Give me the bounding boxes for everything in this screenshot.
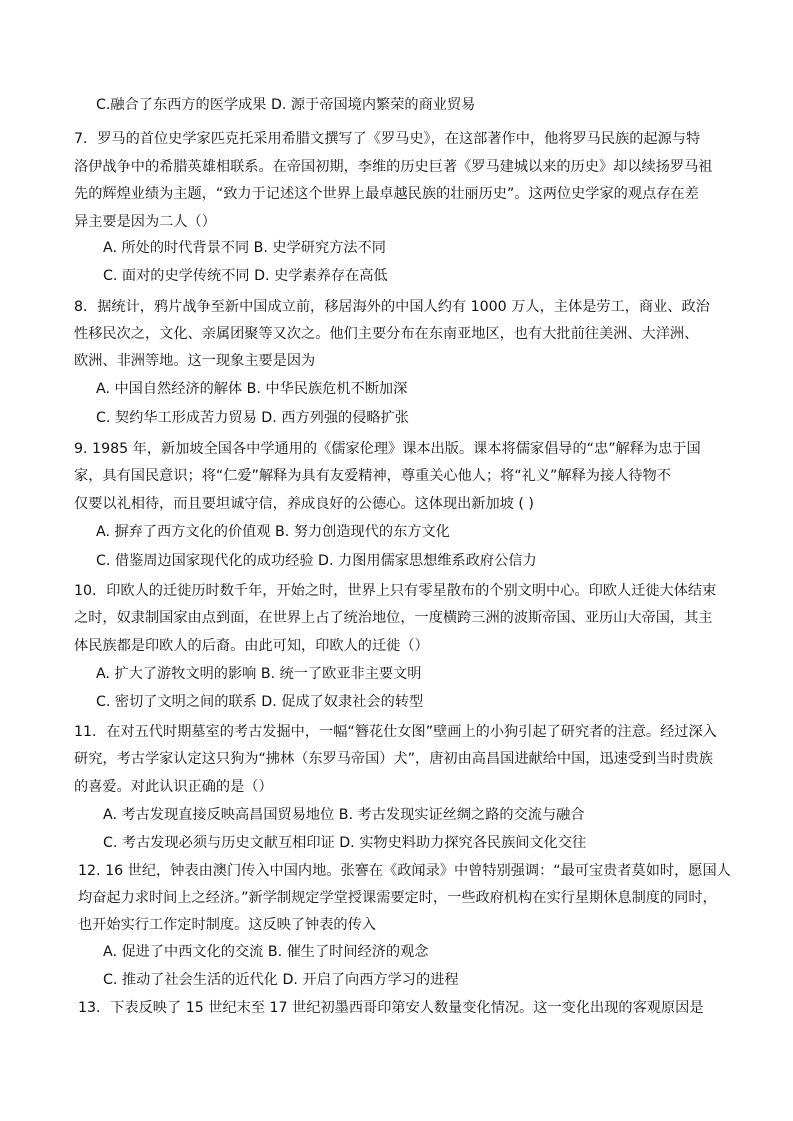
q8-stem-line-1: 8．据统计，鸦片战争至新中国成立前，移居海外的中国人约有 1000 万人，主体是劳工，商业、政治 <box>74 299 710 315</box>
q12-stem-line-3: 也开始实行工作定时制度。这反映了钟表的传入 <box>78 917 376 933</box>
q12-options-cd: C. 推动了社会生活的近代化 D. 开启了向西方学习的进程 <box>103 972 459 988</box>
q8-options-cd: C. 契约华工形成苦力贸易 D. 西方列强的侵略扩张 <box>96 410 409 426</box>
q9-stem-line-2: 家，具有国民意识；将“仁爱”解释为具有友爱精神，尊重关心他人；将“礼义”解释为接人待物不 <box>74 468 671 484</box>
q12-options-ab: A. 促进了中西文化的交流 B. 催生了时间经济的观念 <box>103 944 429 960</box>
q10-stem-line-2: 之时，奴隶制国家由点到面，在世界上占了统治地位，一度横跨三洲的波斯帝国、亚历山大帝国，其主 <box>74 610 713 626</box>
q9-stem-line-3: 仅要以礼相待，而且要坦诚守信，养成良好的公德心。这体现出新加坡 ( ) <box>74 496 534 512</box>
q11-stem-line-3: 的喜爱。对此认识正确的是（） <box>74 779 273 795</box>
q9-options-ab: A. 摒弃了西方文化的价值观 B. 努力创造现代的东方文化 <box>96 524 450 540</box>
q10-options-ab: A. 扩大了游牧文明的影响 B. 统一了欧亚非主要文明 <box>96 666 422 682</box>
q11-options-cd: C. 考古发现必须与历史文献互相印证 D. 实物史料助力探究各民族间文化交往 <box>103 835 587 851</box>
q13-stem-line-1: 13．下表反映了 15 世纪末至 17 世纪初墨西哥印第安人数量变化情况。这一变化出现的客观原因是 <box>78 1000 704 1016</box>
q8-stem-line-2: 性移民次之，文化、亲属团聚等又次之。他们主要分布在东南亚地区，也有大批前往美洲、大洋洲、 <box>74 326 699 342</box>
q8-stem-line-3: 欧洲、非洲等地。这一现象主要是因为 <box>74 353 316 369</box>
q12-stem-line-2: 均奋起力求时间上之经济。”新学制规定学堂授课需要定时，一些政府机构在实行星期休息制度的同时， <box>78 890 717 906</box>
q7-stem-line-3: 先的辉煌业绩为主题，“致力于记述这个世界上最卓越民族的壮丽历史”。这两位史学家的观点存在差 <box>74 186 699 202</box>
q7-options-cd: C. 面对的史学传统不同 D. 史学素养存在高低 <box>103 268 388 284</box>
q7-stem-line-2: 洛伊战争中的希腊英雄相联系。在帝国初期，李维的历史巨著《罗马建城以来的历史》却以续扬罗马祖 <box>74 159 713 175</box>
q7-stem-line-1: 7．罗马的首位史学家匹克托采用希腊文撰写了《罗马史》，在这部著作中，他将罗马民族的起源与特 <box>74 131 701 147</box>
q8-options-ab: A. 中国自然经济的解体 B. 中华民族危机不断加深 <box>96 381 408 397</box>
q7-stem-line-4: 异主要是因为二人（） <box>74 214 216 230</box>
q7-options-ab: A. 所处的时代背景不同 B. 史学研究方法不同 <box>103 240 386 256</box>
q9-options-cd: C. 借鉴周边国家现代化的成功经验 D. 力图用儒家思想维系政府公信力 <box>96 553 537 569</box>
q9-stem-line-1: 9. 1985 年，新加坡全国各中学通用的《儒家伦理》课本出版。课本将儒家倡导的“忠”解释为忠于国 <box>74 441 701 457</box>
q11-stem-line-1: 11．在对五代时期墓室的考古发掘中，一幅“簪花仕女图”壁画上的小狗引起了研究者的注意。经过深入 <box>74 724 717 740</box>
q10-stem-line-3: 体民族都是印欧人的后裔。由此可知，印欧人的迁徙（） <box>74 638 429 654</box>
q11-stem-line-2: 研究，考古学家认定这只狗为“拂林（东罗马帝国）犬”，唐初由高昌国进献给中国，迅速受到当时贵族 <box>74 751 713 767</box>
q12-stem-line-1: 12. 16 世纪，钟表由澳门传入中国内地。张謇在《政闻录》中曾特别强调：“最可宝贵者莫如时，愿国人 <box>78 863 731 879</box>
q11-options-ab: A. 考古发现直接反映高昌国贸易地位 B. 考古发现实证丝绸之路的交流与融合 <box>103 807 585 823</box>
q10-stem-line-1: 10．印欧人的迁徙历时数千年，开始之时，世界上只有零星散布的个别文明中心。印欧人迁徙大体结束 <box>74 583 717 599</box>
q10-options-cd: C. 密切了文明之间的联系 D. 促成了奴隶社会的转型 <box>96 694 424 710</box>
q6-options-cd: C.融合了东西方的医学成果 D. 源于帝国境内繁荣的商业贸易 <box>96 97 476 113</box>
